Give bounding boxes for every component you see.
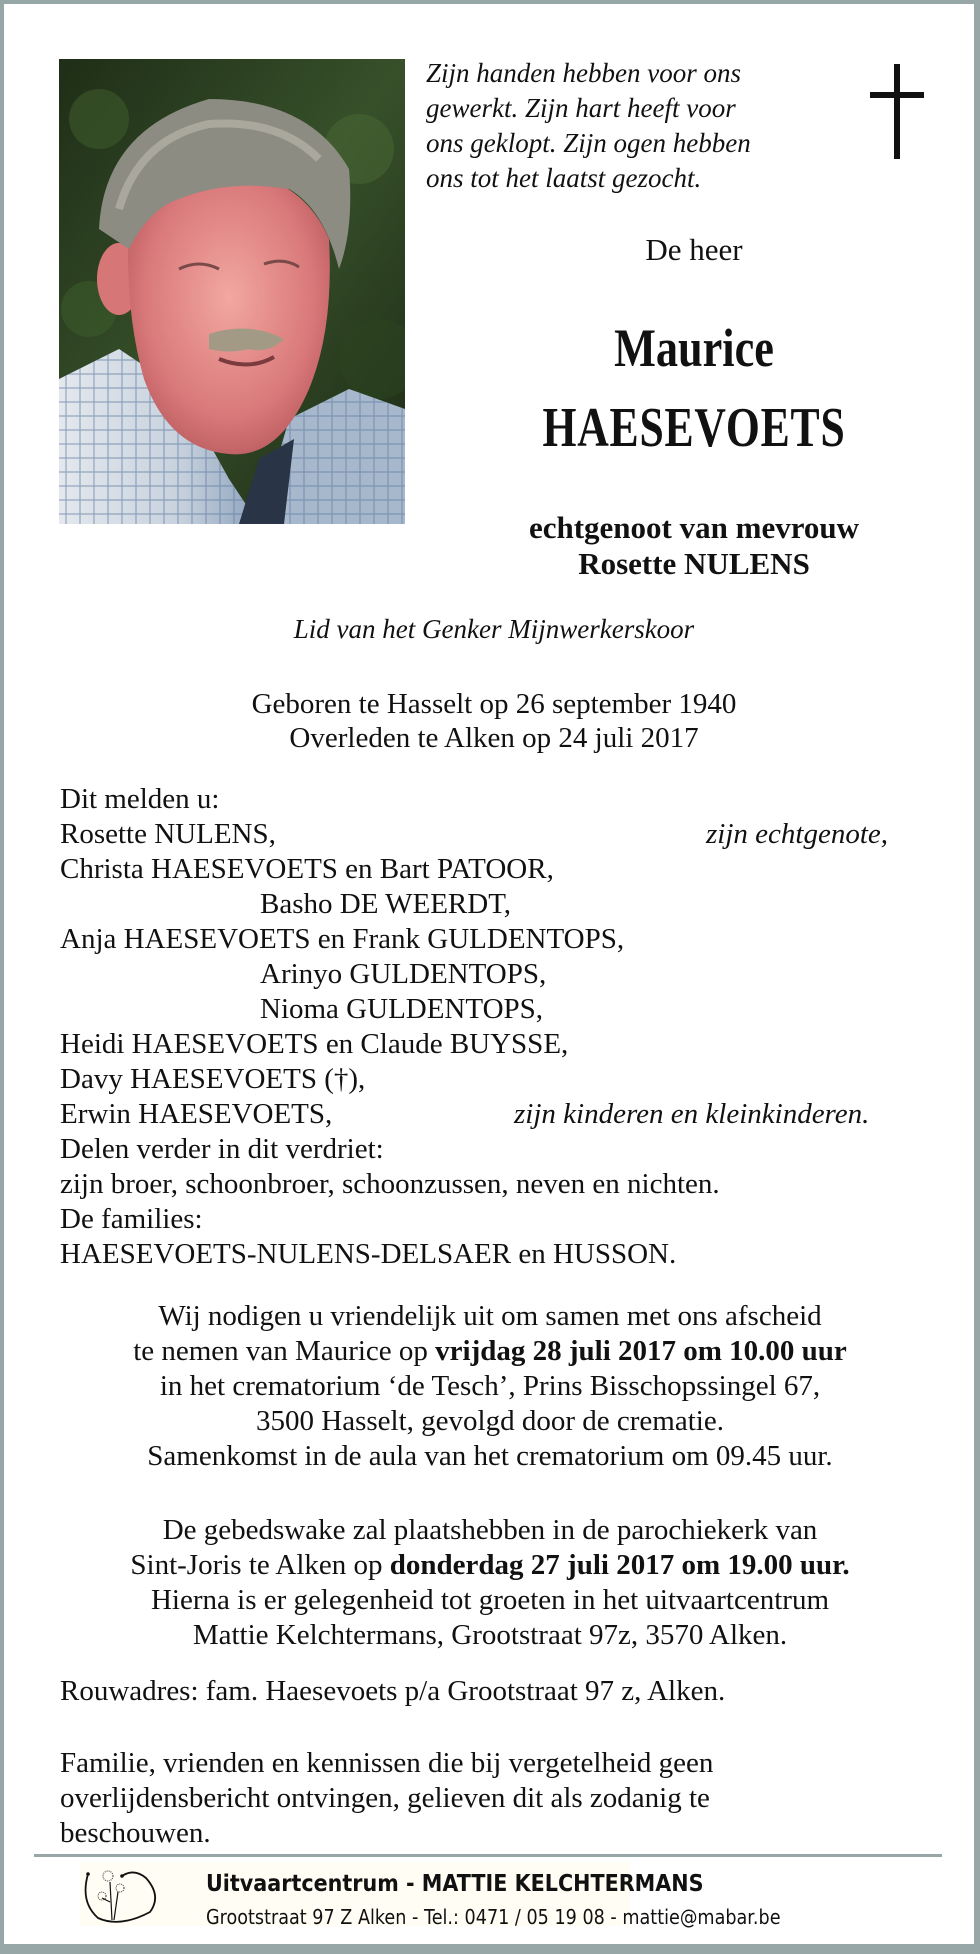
- vigil-line: Hierna is er gelegenheid tot groeten in het uitvaartcentrum: [150, 1584, 830, 1616]
- mourning-address: Rouwadres: fam. Haesevoets p/a Grootstraat 97 z, Alken.: [60, 1675, 726, 1707]
- vigil-line: [60, 1548, 920, 1583]
- families-label: De families:: [60, 1203, 203, 1235]
- poem-line: Zijn handen hebben voor ons: [426, 58, 741, 88]
- list-item: [60, 1027, 940, 1062]
- list-item: [60, 1062, 940, 1097]
- farewell-date-time: vrijdag 28 juli 2017 om 10.00 uur: [435, 1335, 847, 1367]
- announcement-list: [60, 782, 940, 1272]
- announcement-intro: Dit melden u:: [60, 783, 220, 815]
- spouse-label: echtgenoot van mevrouw: [528, 510, 860, 545]
- death-line: Overleden te Alken op 24 juli 2017: [289, 722, 699, 754]
- list-item: [60, 922, 940, 957]
- farewell-line: in het crematorium ‘de Tesch’, Prins Bisschopssingel 67,: [159, 1370, 821, 1402]
- portrait-image: [59, 59, 405, 524]
- farewell-paragraph: [60, 1299, 920, 1474]
- poem-line: ons tot het laatst gezocht.: [426, 163, 702, 193]
- relatives-line: zijn broer, schoonbroer, schoonzussen, neven en nichten.: [60, 1168, 720, 1200]
- vigil-paragraph: [60, 1513, 920, 1653]
- list-item: [60, 817, 940, 852]
- list-item: [60, 852, 940, 887]
- funeral-home-name: Uitvaartcentrum - MATTIE KELCHTERMANS: [206, 1871, 704, 1897]
- share-label: Delen verder in dit verdriet:: [60, 1133, 384, 1165]
- cross-horizontal-bar: [870, 92, 924, 98]
- family-name: Christa HAESEVOETS en Bart PATOOR,: [60, 853, 554, 885]
- family-name: Anja HAESEVOETS en Frank GULDENTOPS,: [60, 923, 625, 955]
- honorific: De heer: [645, 232, 743, 267]
- family-name: Heidi HAESEVOETS en Claude BUYSSE,: [60, 1028, 569, 1060]
- vigil-date-time: donderdag 27 juli 2017 om 19.00 uur.: [389, 1549, 850, 1581]
- closing-line: beschouwen.: [60, 1817, 211, 1849]
- family-role: zijn echtgenote,: [706, 818, 889, 850]
- list-item: [60, 957, 940, 992]
- family-name: Basho DE WEERDT,: [260, 888, 512, 920]
- family-role: zijn kinderen en kleinkinderen.: [514, 1098, 870, 1130]
- cross-vertical-bar: [894, 64, 900, 159]
- portrait-photo: [59, 59, 405, 524]
- footer-divider: [34, 1854, 942, 1857]
- farewell-line: 3500 Hasselt, gevolgd door de crematie.: [256, 1405, 724, 1437]
- life-dates: [4, 687, 980, 755]
- funeral-home-contact: Grootstraat 97 Z Alken - Tel.: 0471 / 05 19 08 - mattie@mabar.be: [206, 1905, 781, 1929]
- birth-line: Geboren te Hasselt op 26 september 1940: [251, 688, 737, 720]
- membership: Lid van het Genker Mijnwerkerskoor: [293, 614, 695, 644]
- poem-quote: [426, 56, 846, 196]
- closing-note: [60, 1746, 940, 1851]
- flower-circle-logo-icon: [80, 1862, 160, 1926]
- poem-line: gewerkt. Zijn hart heeft voor: [426, 93, 736, 123]
- closing-line: Familie, vrienden en kennissen die bij vergetelheid geen: [60, 1747, 714, 1779]
- farewell-text: te nemen van Maurice op: [133, 1335, 436, 1367]
- family-name: Davy HAESEVOETS (†),: [60, 1063, 366, 1095]
- families-line: HAESEVOETS-NULENS-DELSAER en HUSSON.: [60, 1238, 677, 1270]
- family-name: Arinyo GULDENTOPS,: [260, 958, 547, 990]
- list-item: [60, 1097, 940, 1132]
- cross-icon: [870, 64, 924, 159]
- first-name: Maurice: [614, 318, 774, 378]
- farewell-line: Wij nodigen u vriendelijk uit om samen met ons afscheid: [158, 1300, 822, 1332]
- family-name: Erwin HAESEVOETS,: [60, 1098, 333, 1130]
- farewell-line: [60, 1334, 920, 1369]
- vigil-text: Sint-Joris te Alken op: [130, 1549, 390, 1581]
- closing-line: overlijdensbericht ontvingen, gelieven dit als zodanig te: [60, 1782, 710, 1814]
- last-name: HAESEVOETS: [542, 397, 846, 459]
- list-item: [60, 992, 940, 1027]
- vigil-line: Mattie Kelchtermans, Grootstraat 97z, 3570 Alken.: [192, 1619, 788, 1651]
- obituary-card: [4, 4, 974, 1944]
- family-name: Nioma GULDENTOPS,: [260, 993, 544, 1025]
- spouse-name: Rosette NULENS: [578, 546, 810, 581]
- family-name: Rosette NULENS,: [60, 818, 276, 850]
- farewell-line: Samenkomst in de aula van het crematorium om 09.45 uur.: [147, 1440, 833, 1472]
- list-item: [60, 887, 940, 922]
- vigil-line: De gebedswake zal plaatshebben in de parochiekerk van: [162, 1514, 818, 1546]
- poem-line: ons geklopt. Zijn ogen hebben: [426, 128, 751, 158]
